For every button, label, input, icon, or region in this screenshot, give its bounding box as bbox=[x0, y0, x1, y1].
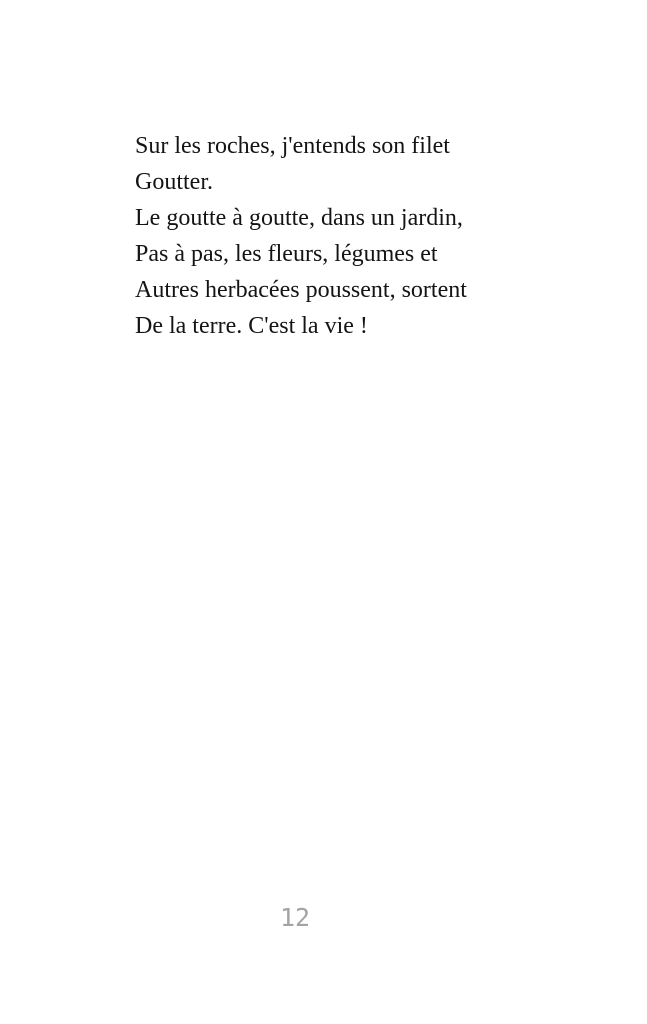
poem-line: Pas à pas, les fleurs, légumes et bbox=[135, 241, 438, 267]
poem-line: Sur les roches, j'entends son filet bbox=[135, 133, 450, 159]
poem-line: De la terre. C'est la vie ! bbox=[135, 313, 368, 339]
page-number: 12 bbox=[279, 903, 311, 932]
poem-line: Le goutte à goutte, dans un jardin, bbox=[135, 205, 463, 231]
poem-line: Autres herbacées poussent, sortent bbox=[135, 277, 467, 303]
poem-line: Goutter. bbox=[135, 169, 213, 195]
poem-text-block bbox=[135, 128, 467, 344]
